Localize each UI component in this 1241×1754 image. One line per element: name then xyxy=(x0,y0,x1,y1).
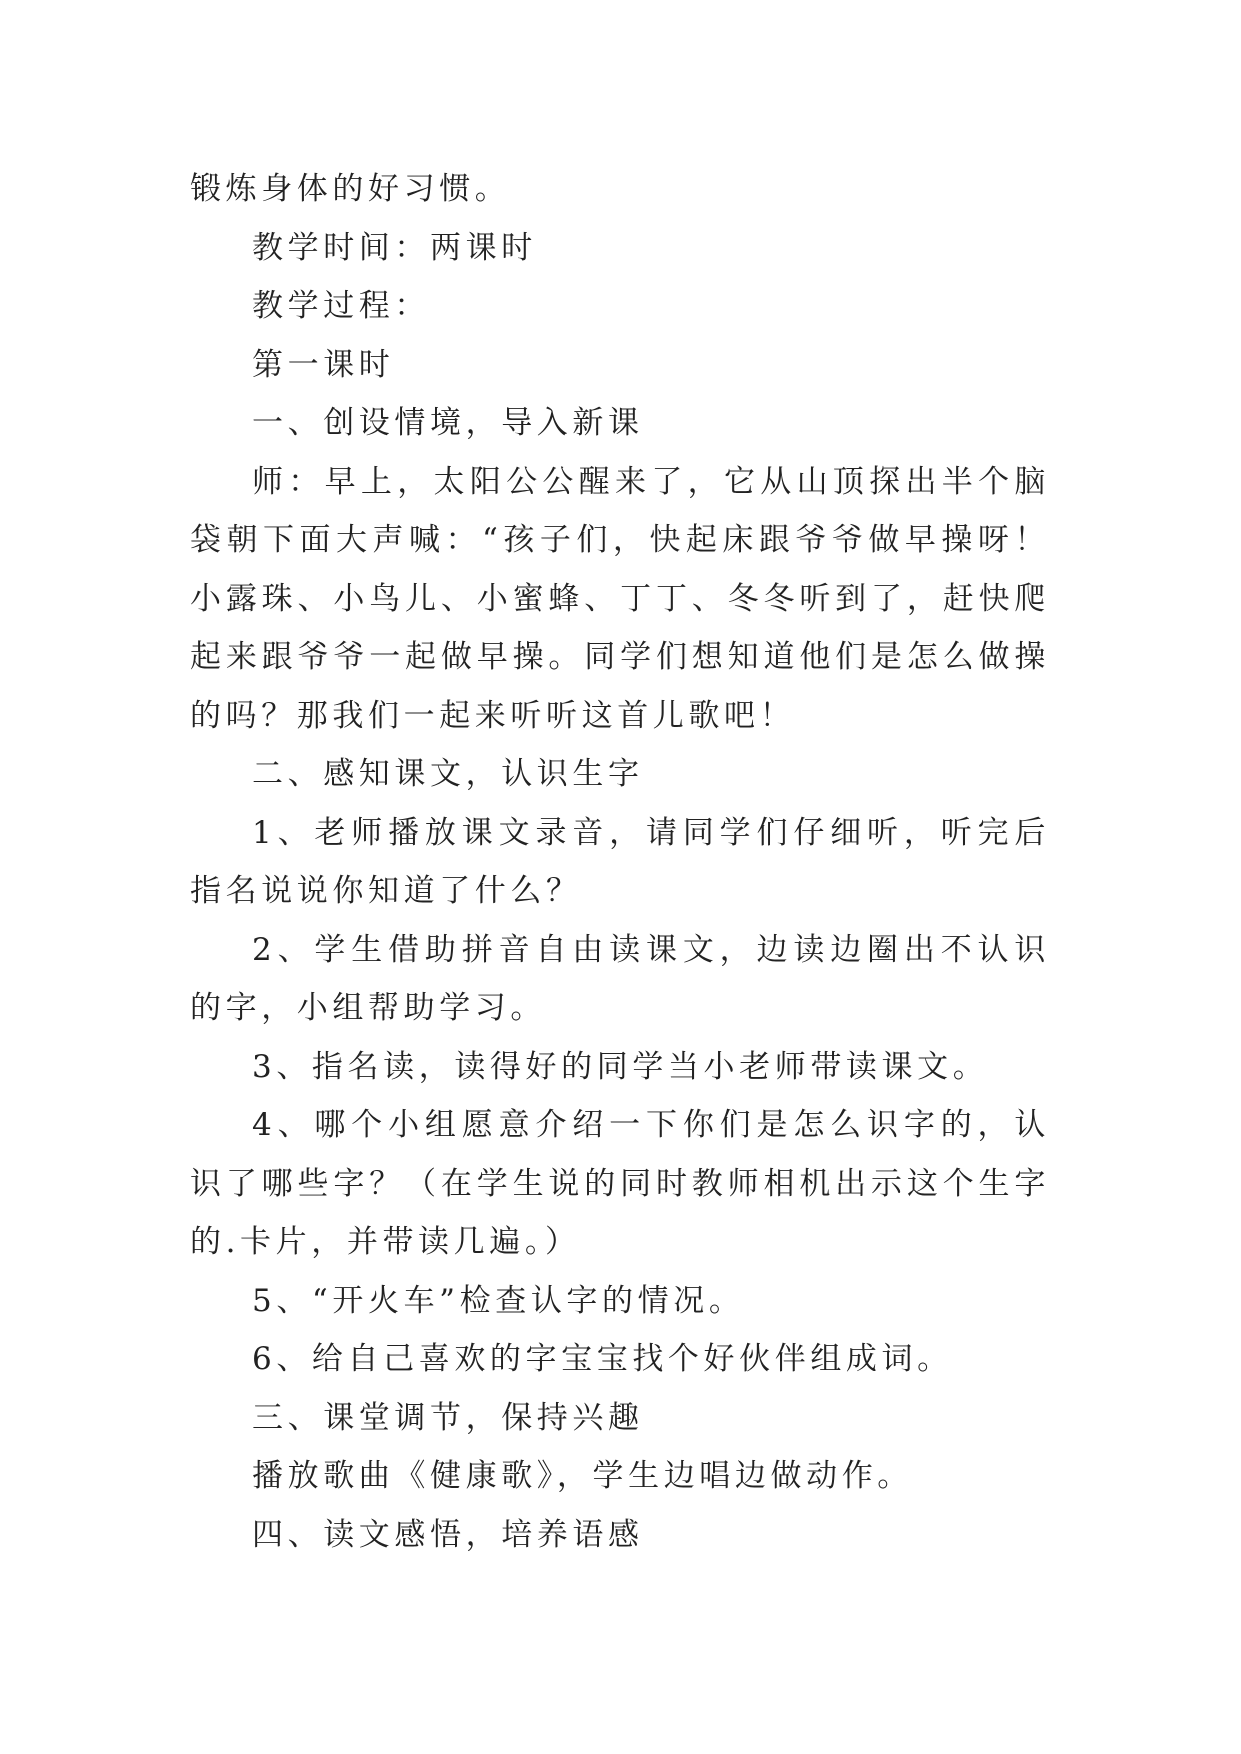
list-item-5: 5、“开火车”检查认字的情况。 xyxy=(252,1282,745,1319)
paragraph-teacher-intro: 师：早上，太阳公公醒来了，它从山顶探出半个脑袋朝下面大声喊：“孩子们，快起床跟爷爷做早操呀！小露珠、小鸟儿、小蜜蜂、丁丁、冬冬听到了，赶快爬起来跟爷爷一起做早操。同学们想知道他们是怎么做操的吗？那我们一起来听听这首儿歌吧！ xyxy=(190,463,1050,734)
list-item-6: 6、给自己喜欢的字宝宝找个好伙伴组成词。 xyxy=(252,1341,953,1377)
section-heading-3: 三、课堂调节，保持兴趣 xyxy=(252,1399,644,1436)
list-item-4: 4、哪个小组愿意介绍一下你们是怎么识字的，认识了哪些字？（在学生说的同时教师相机出示这个生字的.卡片，并带读几遍。） xyxy=(190,1107,1050,1260)
paragraph-teaching-process: 教学过程： xyxy=(252,288,430,324)
paragraph-first-lesson: 第一课时 xyxy=(252,346,395,383)
list-item-1: 1、老师播放课文录音，请同学们仔细听，听完后指名说说你知道了什么？ xyxy=(190,814,1050,909)
paragraph-teaching-time: 教学时间：两课时 xyxy=(252,229,537,266)
paragraph-continuation: 锻炼身体的好习惯。 xyxy=(190,171,511,207)
paragraph-song: 播放歌曲《健康歌》，学生边唱边做动作。 xyxy=(252,1458,913,1494)
section-heading-2: 二、感知课文，认识生字 xyxy=(252,756,644,792)
list-item-3: 3、指名读，读得好的同学当小老师带读课文。 xyxy=(252,1048,989,1085)
section-heading-1: 一、创设情境，导入新课 xyxy=(252,405,644,441)
document-body xyxy=(190,160,1050,1564)
section-heading-4: 四、读文感悟，培养语感 xyxy=(252,1516,644,1553)
list-item-2: 2、学生借助拼音自由读课文，边读边圈出不认识的字，小组帮助学习。 xyxy=(190,931,1050,1026)
